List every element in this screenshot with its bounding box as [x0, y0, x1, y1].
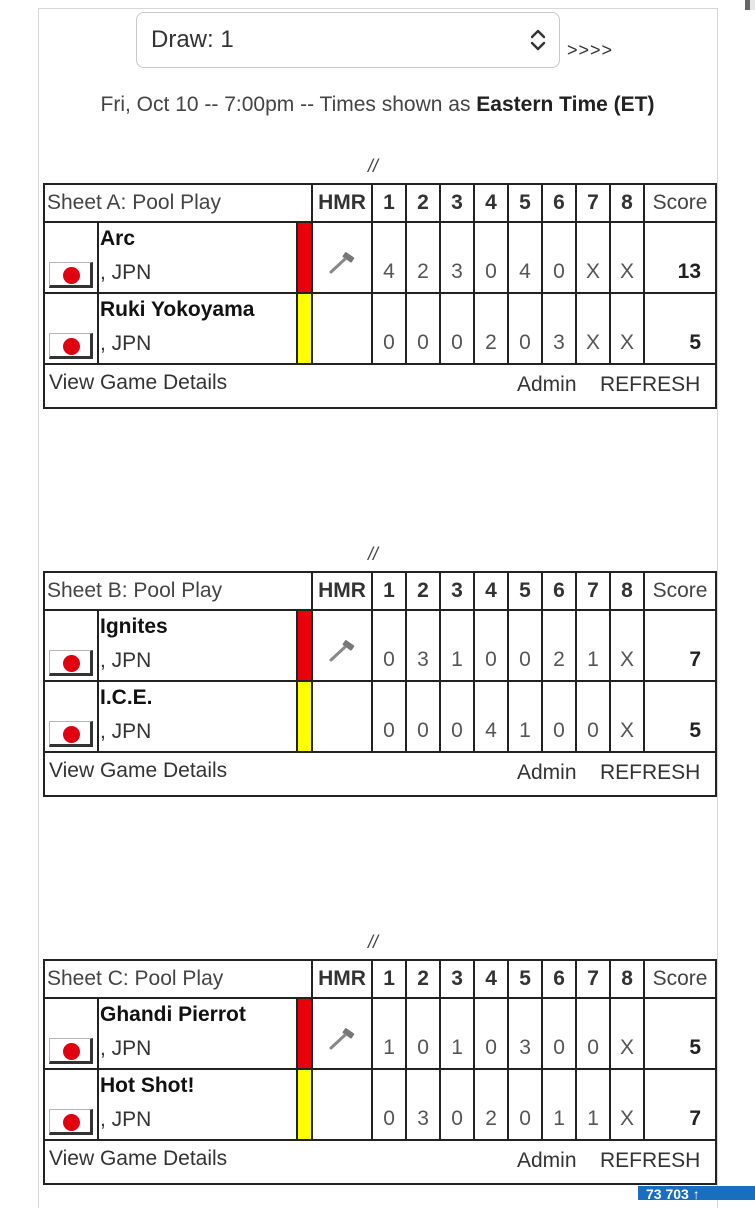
- end-score: [576, 681, 610, 752]
- hammer-bar-yellow: [297, 293, 312, 364]
- end-score: [542, 293, 576, 364]
- end-score-value: X: [619, 719, 634, 742]
- end-header: 7: [576, 184, 610, 222]
- end-score-value: 0: [417, 331, 429, 354]
- total-score: [644, 681, 716, 752]
- team-row: [44, 681, 716, 752]
- draw-select[interactable]: [136, 12, 560, 68]
- end-score-value: 0: [383, 719, 395, 742]
- end-score: [508, 610, 542, 681]
- team-cell: [98, 1069, 297, 1140]
- flag-cell: [44, 293, 98, 364]
- hmr-header: HMR: [312, 572, 372, 610]
- hammer-bar-red: [297, 222, 312, 293]
- end-score-value: 3: [519, 1036, 531, 1059]
- end-score-value: 1: [451, 1036, 463, 1059]
- end-score: [610, 293, 644, 364]
- end-score-value: 1: [383, 1036, 395, 1059]
- hammer-bar-red: [297, 998, 312, 1069]
- end-header: 7: [576, 960, 610, 998]
- end-score: [508, 222, 542, 293]
- end-score: [610, 681, 644, 752]
- end-score-value: 2: [485, 331, 497, 354]
- end-score-value: 0: [485, 648, 497, 671]
- hammer-icon: [328, 640, 356, 662]
- end-header: 2: [406, 184, 440, 222]
- end-score-value: 3: [417, 648, 429, 671]
- team-row: [44, 293, 716, 364]
- end-header: 4: [474, 572, 508, 610]
- admin-link[interactable]: Admin: [517, 761, 577, 784]
- team-country: , JPN: [100, 649, 152, 672]
- japan-flag-icon: [49, 1109, 93, 1135]
- hmr-cell: [312, 681, 372, 752]
- team-name[interactable]: Arc: [100, 227, 136, 250]
- end-score-value: 0: [485, 260, 497, 283]
- end-score-value: 0: [587, 719, 599, 742]
- hmr-cell: [312, 293, 372, 364]
- game-footer: [44, 752, 716, 796]
- total-score: [644, 998, 716, 1069]
- score-header: Score: [644, 960, 716, 998]
- total-score-value: 7: [689, 1107, 702, 1130]
- end-score-value: X: [620, 331, 635, 354]
- end-score: [440, 293, 474, 364]
- total-score: [644, 293, 716, 364]
- end-score-value: 0: [553, 1036, 565, 1059]
- end-header: 3: [440, 572, 474, 610]
- team-row: [44, 1069, 716, 1140]
- end-score-value: X: [586, 331, 601, 354]
- game-separator: //: [368, 932, 379, 952]
- end-score-value: 0: [451, 719, 463, 742]
- end-score-value: 4: [485, 719, 497, 742]
- time-zone: Eastern Time (ET): [476, 93, 655, 116]
- end-score-value: 0: [553, 260, 565, 283]
- end-score-value: 0: [519, 331, 531, 354]
- end-header: 6: [542, 572, 576, 610]
- score-header: Score: [644, 572, 716, 610]
- team-name[interactable]: Ignites: [100, 615, 168, 638]
- end-score: [372, 1069, 406, 1140]
- end-header: 4: [474, 960, 508, 998]
- end-header: 2: [406, 572, 440, 610]
- end-score-value: 0: [519, 1107, 531, 1130]
- end-score-value: 0: [383, 648, 395, 671]
- end-score-value: 3: [417, 1107, 429, 1130]
- refresh-link[interactable]: REFRESH: [600, 1149, 701, 1172]
- end-header: 1: [372, 572, 406, 610]
- end-header: 8: [610, 184, 644, 222]
- end-header: 5: [508, 184, 542, 222]
- game-scoreboard: [43, 959, 717, 1185]
- team-cell: [98, 998, 297, 1069]
- end-header: 3: [440, 960, 474, 998]
- flag-circle: [63, 726, 80, 743]
- team-row: [44, 222, 716, 293]
- end-score: [406, 610, 440, 681]
- end-score: [406, 222, 440, 293]
- draw-time-text: Fri, Oct 10 -- 7:00pm -- Times shown as: [100, 93, 477, 116]
- end-header: 1: [372, 960, 406, 998]
- end-score-value: 0: [451, 331, 463, 354]
- end-score-value: X: [620, 260, 635, 283]
- team-name[interactable]: Ruki Yokoyama: [100, 298, 255, 321]
- scrollbar-thumb[interactable]: [745, 0, 750, 10]
- hmr-cell: [312, 1069, 372, 1140]
- end-score-value: 0: [383, 1107, 395, 1130]
- end-score-value: 2: [553, 648, 565, 671]
- end-score-value: 0: [553, 719, 565, 742]
- end-score: [542, 1069, 576, 1140]
- flag-circle: [63, 1043, 80, 1060]
- hammer-bar-red: [297, 610, 312, 681]
- end-score-value: 0: [587, 1036, 599, 1059]
- total-score-value: 13: [677, 260, 702, 283]
- total-score: [644, 1069, 716, 1140]
- sheet-name: Sheet B: Pool Play: [44, 572, 312, 610]
- japan-flag-icon: [49, 333, 93, 359]
- flag-cell: [44, 681, 98, 752]
- total-score-value: 5: [689, 1036, 702, 1059]
- end-score: [406, 681, 440, 752]
- top-strip: [0, 0, 755, 8]
- game-separator: //: [368, 544, 379, 564]
- end-score: [406, 293, 440, 364]
- end-header: 5: [508, 572, 542, 610]
- end-score: [440, 610, 474, 681]
- next-draw-link[interactable]: >>>>: [567, 40, 614, 60]
- hammer-bar-yellow: [297, 1069, 312, 1140]
- flag-cell: [44, 222, 98, 293]
- hmr-header: HMR: [312, 960, 372, 998]
- end-score: [542, 610, 576, 681]
- end-header: 6: [542, 184, 576, 222]
- end-score: [508, 293, 542, 364]
- flag-cell: [44, 998, 98, 1069]
- draw-select-value: Draw: 1: [151, 26, 234, 53]
- team-cell: [98, 681, 297, 752]
- end-score: [576, 1069, 610, 1140]
- total-score-value: 5: [689, 331, 702, 354]
- total-score-value: 5: [689, 719, 701, 742]
- japan-flag-icon: [49, 721, 93, 747]
- game-scoreboard: [43, 183, 717, 409]
- end-score-value: 1: [587, 1107, 599, 1130]
- end-score: [610, 998, 644, 1069]
- end-score-value: 1: [519, 719, 531, 742]
- end-score: [372, 998, 406, 1069]
- end-score-value: X: [619, 648, 634, 671]
- end-score: [372, 293, 406, 364]
- end-score: [440, 222, 474, 293]
- hammer-icon: [328, 252, 356, 274]
- view-game-details-link[interactable]: View Game Details: [49, 759, 228, 782]
- end-score: [576, 610, 610, 681]
- draw-time: [0, 93, 755, 117]
- team-country: , JPN: [100, 1108, 152, 1131]
- flag-circle: [63, 655, 80, 672]
- end-score-value: X: [620, 1036, 635, 1059]
- end-score: [440, 1069, 474, 1140]
- team-name[interactable]: I.C.E.: [100, 686, 153, 709]
- end-score-value: 0: [519, 648, 531, 671]
- end-score-value: 3: [451, 260, 463, 283]
- end-score-value: 1: [587, 648, 599, 671]
- end-score-value: 0: [417, 1036, 429, 1059]
- end-score: [576, 222, 610, 293]
- end-score-value: 3: [553, 331, 565, 354]
- end-score: [372, 681, 406, 752]
- end-score: [474, 1069, 508, 1140]
- flag-circle: [63, 338, 80, 355]
- end-score-value: 1: [451, 648, 463, 671]
- end-score-value: 2: [417, 260, 429, 283]
- flag-cell: [44, 610, 98, 681]
- end-score-value: 2: [485, 1107, 497, 1130]
- end-score: [406, 1069, 440, 1140]
- end-score: [406, 998, 440, 1069]
- end-score: [542, 998, 576, 1069]
- end-score: [610, 222, 644, 293]
- game-footer: [44, 364, 716, 408]
- hammer-icon: [328, 1028, 356, 1050]
- end-header: 2: [406, 960, 440, 998]
- team-country: , JPN: [100, 720, 152, 743]
- flag-circle: [63, 267, 80, 284]
- score-header: Score: [644, 184, 716, 222]
- end-score: [576, 293, 610, 364]
- end-score-value: 0: [383, 331, 395, 354]
- team-country: , JPN: [100, 261, 152, 284]
- team-country: , JPN: [100, 332, 152, 355]
- team-cell: [98, 222, 297, 293]
- total-score-value: 7: [689, 648, 701, 671]
- end-header: 7: [576, 572, 610, 610]
- end-score: [372, 610, 406, 681]
- bottom-badge[interactable]: 73 703 ↑: [638, 1186, 755, 1200]
- total-score: [644, 610, 716, 681]
- end-score: [474, 681, 508, 752]
- game-footer: [44, 1140, 716, 1184]
- end-score: [474, 610, 508, 681]
- end-score: [576, 998, 610, 1069]
- end-score: [508, 1069, 542, 1140]
- end-header: 5: [508, 960, 542, 998]
- end-score-value: X: [586, 260, 601, 283]
- game-separator: //: [368, 156, 379, 176]
- end-score: [474, 222, 508, 293]
- end-header: 3: [440, 184, 474, 222]
- end-score: [474, 998, 508, 1069]
- hmr-cell: [312, 998, 372, 1069]
- end-score-value: 0: [417, 719, 429, 742]
- hmr-cell: [312, 610, 372, 681]
- end-header: 8: [610, 572, 644, 610]
- refresh-link[interactable]: REFRESH: [600, 373, 701, 396]
- end-score: [610, 610, 644, 681]
- end-header: 4: [474, 184, 508, 222]
- team-row: [44, 610, 716, 681]
- team-name[interactable]: Hot Shot!: [100, 1074, 195, 1097]
- team-country: , JPN: [100, 1037, 152, 1060]
- view-game-details-link[interactable]: View Game Details: [49, 371, 228, 394]
- end-score-value: 4: [519, 260, 531, 283]
- hmr-header: HMR: [312, 184, 372, 222]
- hammer-bar-yellow: [297, 681, 312, 752]
- japan-flag-icon: [49, 1038, 93, 1064]
- team-name[interactable]: Ghandi Pierrot: [100, 1003, 246, 1026]
- total-score: [644, 222, 716, 293]
- team-row: [44, 998, 716, 1069]
- admin-link[interactable]: Admin: [517, 373, 577, 396]
- end-score: [542, 222, 576, 293]
- end-score-value: 4: [383, 260, 395, 283]
- japan-flag-icon: [49, 650, 93, 676]
- view-game-details-link[interactable]: View Game Details: [49, 1147, 228, 1170]
- end-score-value: 0: [485, 1036, 497, 1059]
- end-score: [440, 998, 474, 1069]
- team-cell: [98, 610, 297, 681]
- end-score-value: X: [620, 1107, 635, 1130]
- end-score: [440, 681, 474, 752]
- refresh-link[interactable]: REFRESH: [600, 761, 701, 784]
- select-chevron-icon: [529, 27, 547, 53]
- end-score: [474, 293, 508, 364]
- end-header: 6: [542, 960, 576, 998]
- flag-cell: [44, 1069, 98, 1140]
- end-score: [542, 681, 576, 752]
- end-score: [508, 998, 542, 1069]
- team-cell: [98, 293, 297, 364]
- end-score: [610, 1069, 644, 1140]
- admin-link[interactable]: Admin: [517, 1149, 577, 1172]
- end-header: 8: [610, 960, 644, 998]
- hmr-cell: [312, 222, 372, 293]
- game-scoreboard: [43, 571, 717, 797]
- japan-flag-icon: [49, 262, 93, 288]
- end-score-value: 1: [553, 1107, 565, 1130]
- end-score-value: 0: [451, 1107, 463, 1130]
- flag-circle: [63, 1114, 80, 1131]
- sheet-name: Sheet C: Pool Play: [44, 960, 312, 998]
- end-score: [372, 222, 406, 293]
- end-score: [508, 681, 542, 752]
- sheet-name: Sheet A: Pool Play: [44, 184, 312, 222]
- end-header: 1: [372, 184, 406, 222]
